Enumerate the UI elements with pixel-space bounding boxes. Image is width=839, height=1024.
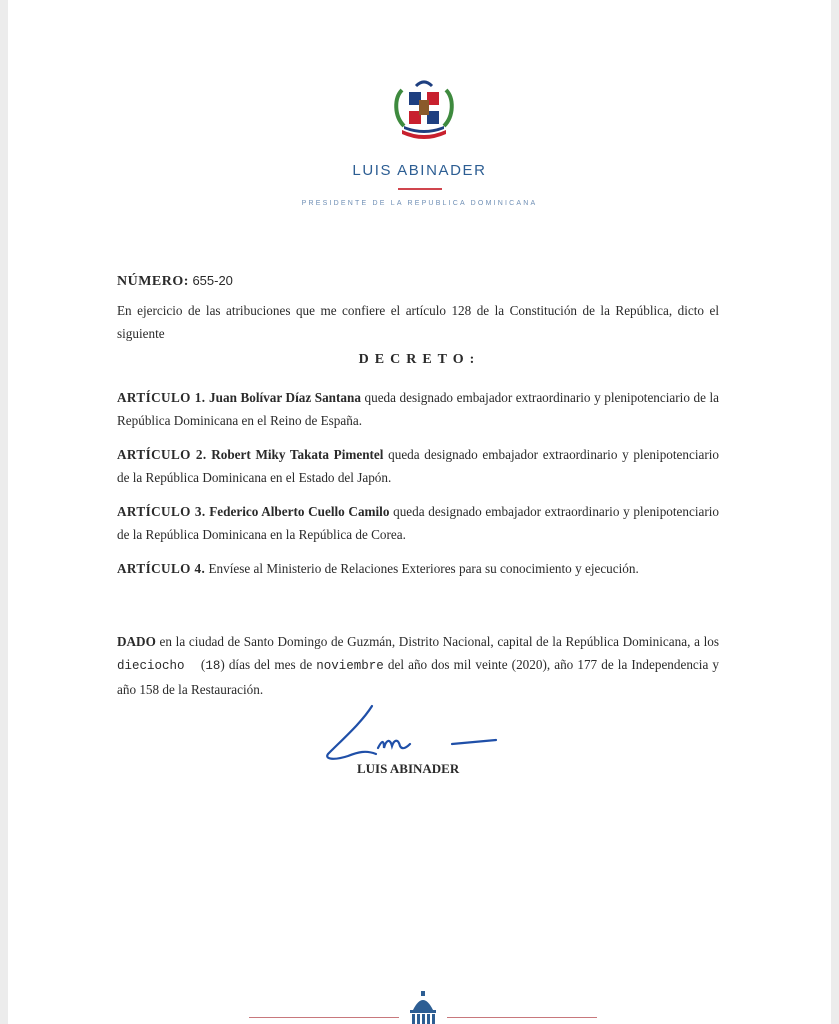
footer-divider-right xyxy=(447,1017,597,1018)
month: noviembre xyxy=(316,659,384,673)
decree-number-value: 655-20 xyxy=(192,273,233,288)
letterhead-title: PRESIDENTE DE LA REPUBLICA DOMINICANA xyxy=(301,200,538,207)
intro-paragraph: En ejercicio de las atribuciones que me confiere el artículo 128 de la Constitución de la República, dicto el siguiente xyxy=(117,303,719,341)
article-label: ARTÍCULO 2. xyxy=(117,447,207,462)
appointee-name: Federico Alberto Cuello Camilo xyxy=(209,504,390,519)
dado-text: en la ciudad de Santo Domingo de Guzmán, Distrito Nacional, capital de la República Dominicana, a los xyxy=(155,634,719,649)
article-text: Envíese al Ministerio de Relaciones Exteriores para su conocimiento y ejecución. xyxy=(205,561,639,576)
day-words: dieciocho xyxy=(117,659,185,673)
appointee-name: Juan Bolívar Díaz Santana xyxy=(209,390,361,405)
footer-divider-left xyxy=(249,1017,399,1018)
article-label: ARTÍCULO 1. xyxy=(117,390,206,405)
article-text: queda designado embajador extraordinario y plenipotenciario de la República Dominicana en el Reino de España. xyxy=(117,390,720,428)
decree-number-label: NÚMERO: xyxy=(117,274,189,289)
article-4 xyxy=(117,557,719,580)
appointee-name: Robert Miky Takata Pimentel xyxy=(211,447,384,462)
article-label: ARTÍCULO 3. xyxy=(117,504,206,519)
article-label: ARTÍCULO 4. xyxy=(117,561,206,576)
article-3 xyxy=(117,500,719,546)
decreto-heading: DECRETO: xyxy=(358,352,481,367)
national-palace-icon xyxy=(405,988,441,1024)
article-text: queda designado embajador extraordinario y plenipotenciario de la República Dominicana en la República de Corea. xyxy=(117,504,720,542)
article-2 xyxy=(117,443,719,489)
letterhead-name: LUIS ABINADER xyxy=(352,162,487,179)
letterhead-divider xyxy=(398,188,442,190)
coat-of-arms-seal xyxy=(390,76,458,144)
dado-text: días del mes de xyxy=(224,657,317,672)
article-1 xyxy=(117,386,719,432)
dado-label: DADO xyxy=(117,634,156,649)
decree-number xyxy=(117,273,233,290)
signatory-name: LUIS ABINADER xyxy=(357,761,460,776)
day-number: 18 xyxy=(205,659,221,673)
dado-paragraph: DADO en la ciudad de Santo Domingo de Guzmán, Distrito Nacional, capital de la República Dominicana, a los dieciocho (18) días del mes de noviembre del año dos mil veinte (2020), año 177 de la Independencia y año 158 de la Restauración. xyxy=(117,634,719,697)
dado-text: del año dos mil veinte (2020), año 177 de la Independencia y año 158 de la Restauración. xyxy=(117,657,719,697)
article-text: queda designado embajador extraordinario y plenipotenciario de la República Dominicana en el Estado del Japón. xyxy=(117,447,720,485)
